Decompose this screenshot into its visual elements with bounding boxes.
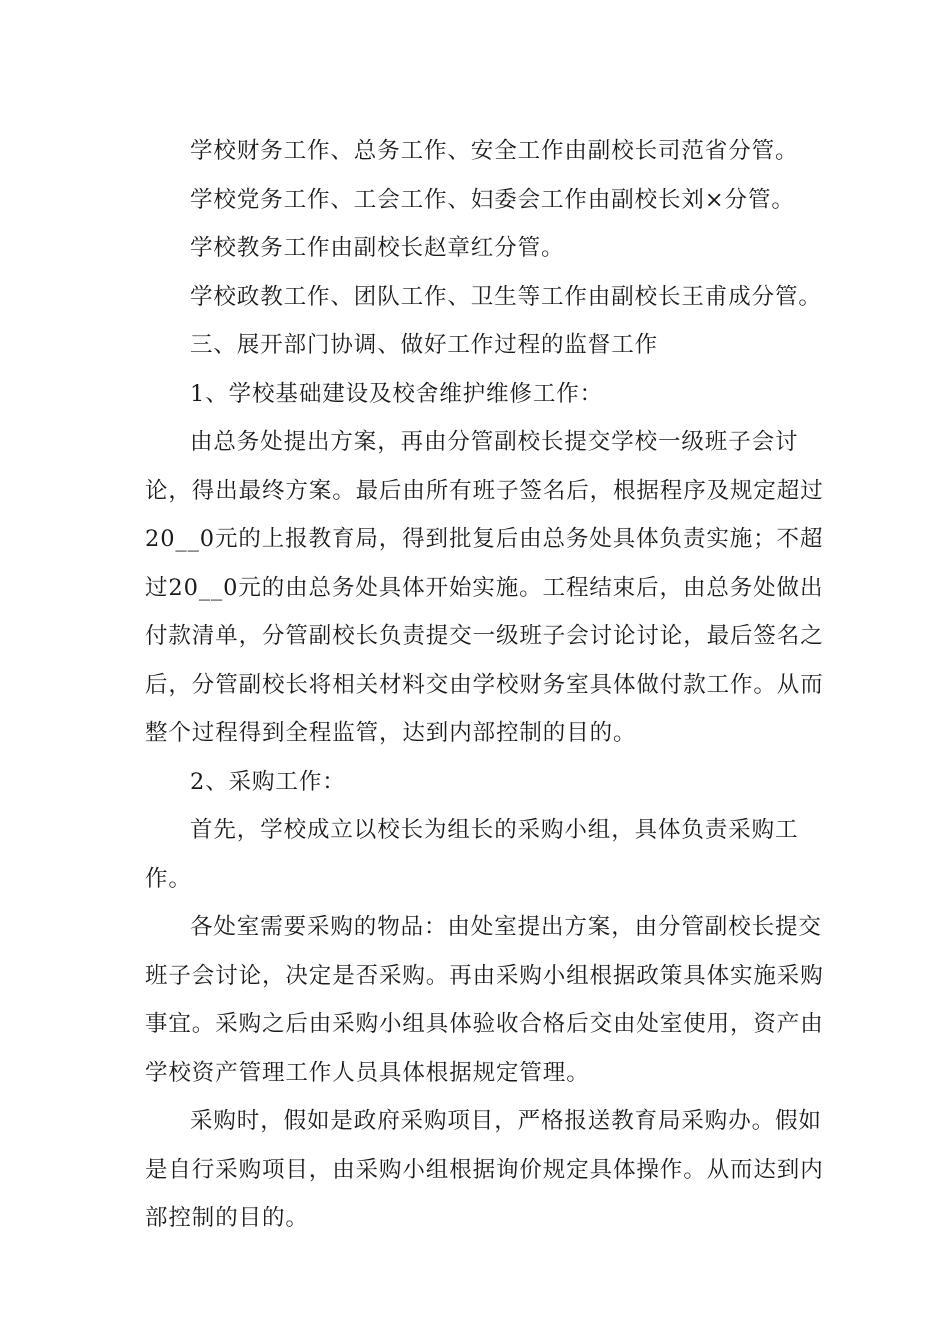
paragraph-procurement-group: 首先，学校成立以校长为组长的采购小组，具体负责采购工作。 (145, 817, 799, 892)
paragraph-construction-process: 由总务处提出方案，再由分管副校长提交学校一级班子会讨论，得出最终方案。最后由所有班子签名后，根据程序及规定超过20__0元的上报教育局，得到批复后由总务处具体负责实施；不超过20__0元的由总务处具体开始实施。工程结束后，由总务处做出付款清单，分管副校长负责提交一级班子会讨论讨论，最后签名之后，分管副校长将相关材料交由学校财务室具体做付款工作。从而整个过程得到全程监管，达到内部控制的目的。 (145, 429, 824, 746)
paragraph-teaching-duty: 学校教务工作由副校长赵章红分管。 (190, 235, 565, 261)
paragraph-politics-duty: 学校政教工作、团队工作、卫生等工作由副校长王甫成分管。 (190, 283, 822, 310)
subheading-procurement: 2、采购工作： (190, 768, 346, 795)
paragraph-procurement-rules: 采购时，假如是政府采购项目，严格报送教育局采购办。假如是自行采购项目，由采购小组根据询价规定具体操作。从而达到内部控制的目的。 (145, 1108, 824, 1231)
section-heading-3: 三、展开部门协调、做好工作过程的监督工作 (190, 332, 659, 358)
paragraph-procurement-items: 各处室需要采购的物品：由处室提出方案，由分管副校长提交班子会讨论，决定是否采购。再由采购小组根据政策具体实施采购事宜。采购之后由采购小组具体验收合格后交由处室使用，资产由学校资产管理工作人员具体根据规定管理。 (145, 914, 824, 1086)
subheading-construction: 1、学校基础建设及校舍维护维修工作： (190, 380, 604, 407)
paragraph-party-duty: 学校党务工作、工会工作、妇委会工作由副校长刘×分管。 (190, 186, 795, 213)
document-body (145, 127, 825, 1243)
paragraph-finance-duty: 学校财务工作、总务工作、安全工作由副校长司范省分管。 (190, 138, 799, 164)
